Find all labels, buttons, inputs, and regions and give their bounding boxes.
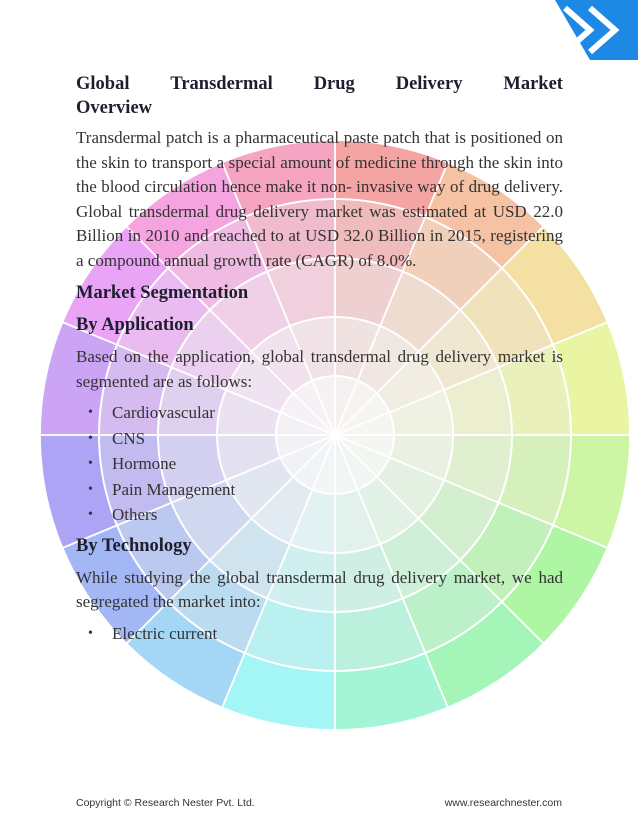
list-item: • CNS xyxy=(88,426,563,452)
website-link[interactable]: www.researchnester.com xyxy=(444,797,562,809)
bullet-icon: • xyxy=(88,456,93,471)
by-technology-heading: By Technology xyxy=(76,535,192,556)
page-title xyxy=(76,72,563,120)
market-segmentation-heading: Market Segmentation xyxy=(76,283,249,303)
bullet-icon: • xyxy=(88,481,93,497)
application-list xyxy=(88,400,563,528)
by-application-paragraph: Based on the application, global transdermal drug delivery market is segmented are as follows: xyxy=(76,347,563,391)
bullet-icon: • xyxy=(88,430,93,446)
title-word: Drug xyxy=(313,74,355,94)
bullet-icon: • xyxy=(88,507,93,522)
document-body xyxy=(76,72,563,652)
title-line-2: Overview xyxy=(76,98,153,118)
page-footer xyxy=(76,797,562,809)
title-word: Market xyxy=(503,74,563,94)
list-item: • Hormone xyxy=(88,451,563,477)
intro-paragraph: Transdermal patch is a pharmaceutical paste patch that is positioned on the skin to transport a special amount of medicine through the skin into the blood circulation hence make it non- invasive way of drug delivery. Global transdermal drug delivery market was estimated at USD 22.0 Billion in 2010 and reached to at USD 32.0 Billion in 2015, registering a compound annual growth rate (CAGR) of 8.0%. xyxy=(76,128,563,270)
technology-list xyxy=(88,621,563,647)
bullet-icon: • xyxy=(88,405,93,420)
header-band xyxy=(0,0,638,60)
list-item: • Cardiovascular xyxy=(88,400,563,426)
title-word: Delivery xyxy=(395,74,463,94)
list-item: • Others xyxy=(88,502,563,528)
copyright-text: Copyright © Research Nester Pvt. Ltd. xyxy=(76,797,255,809)
bullet-icon: • xyxy=(88,625,93,641)
list-item: • Electric current xyxy=(88,621,563,647)
by-technology-paragraph: While studying the global transdermal drug delivery market, we had segregated the market into: xyxy=(76,567,563,611)
list-item: • Pain Management xyxy=(88,477,563,503)
title-word: Global xyxy=(76,74,130,94)
by-application-heading: By Application xyxy=(76,315,194,335)
title-word: Transdermal xyxy=(170,74,273,94)
title-line-1 xyxy=(76,72,563,96)
